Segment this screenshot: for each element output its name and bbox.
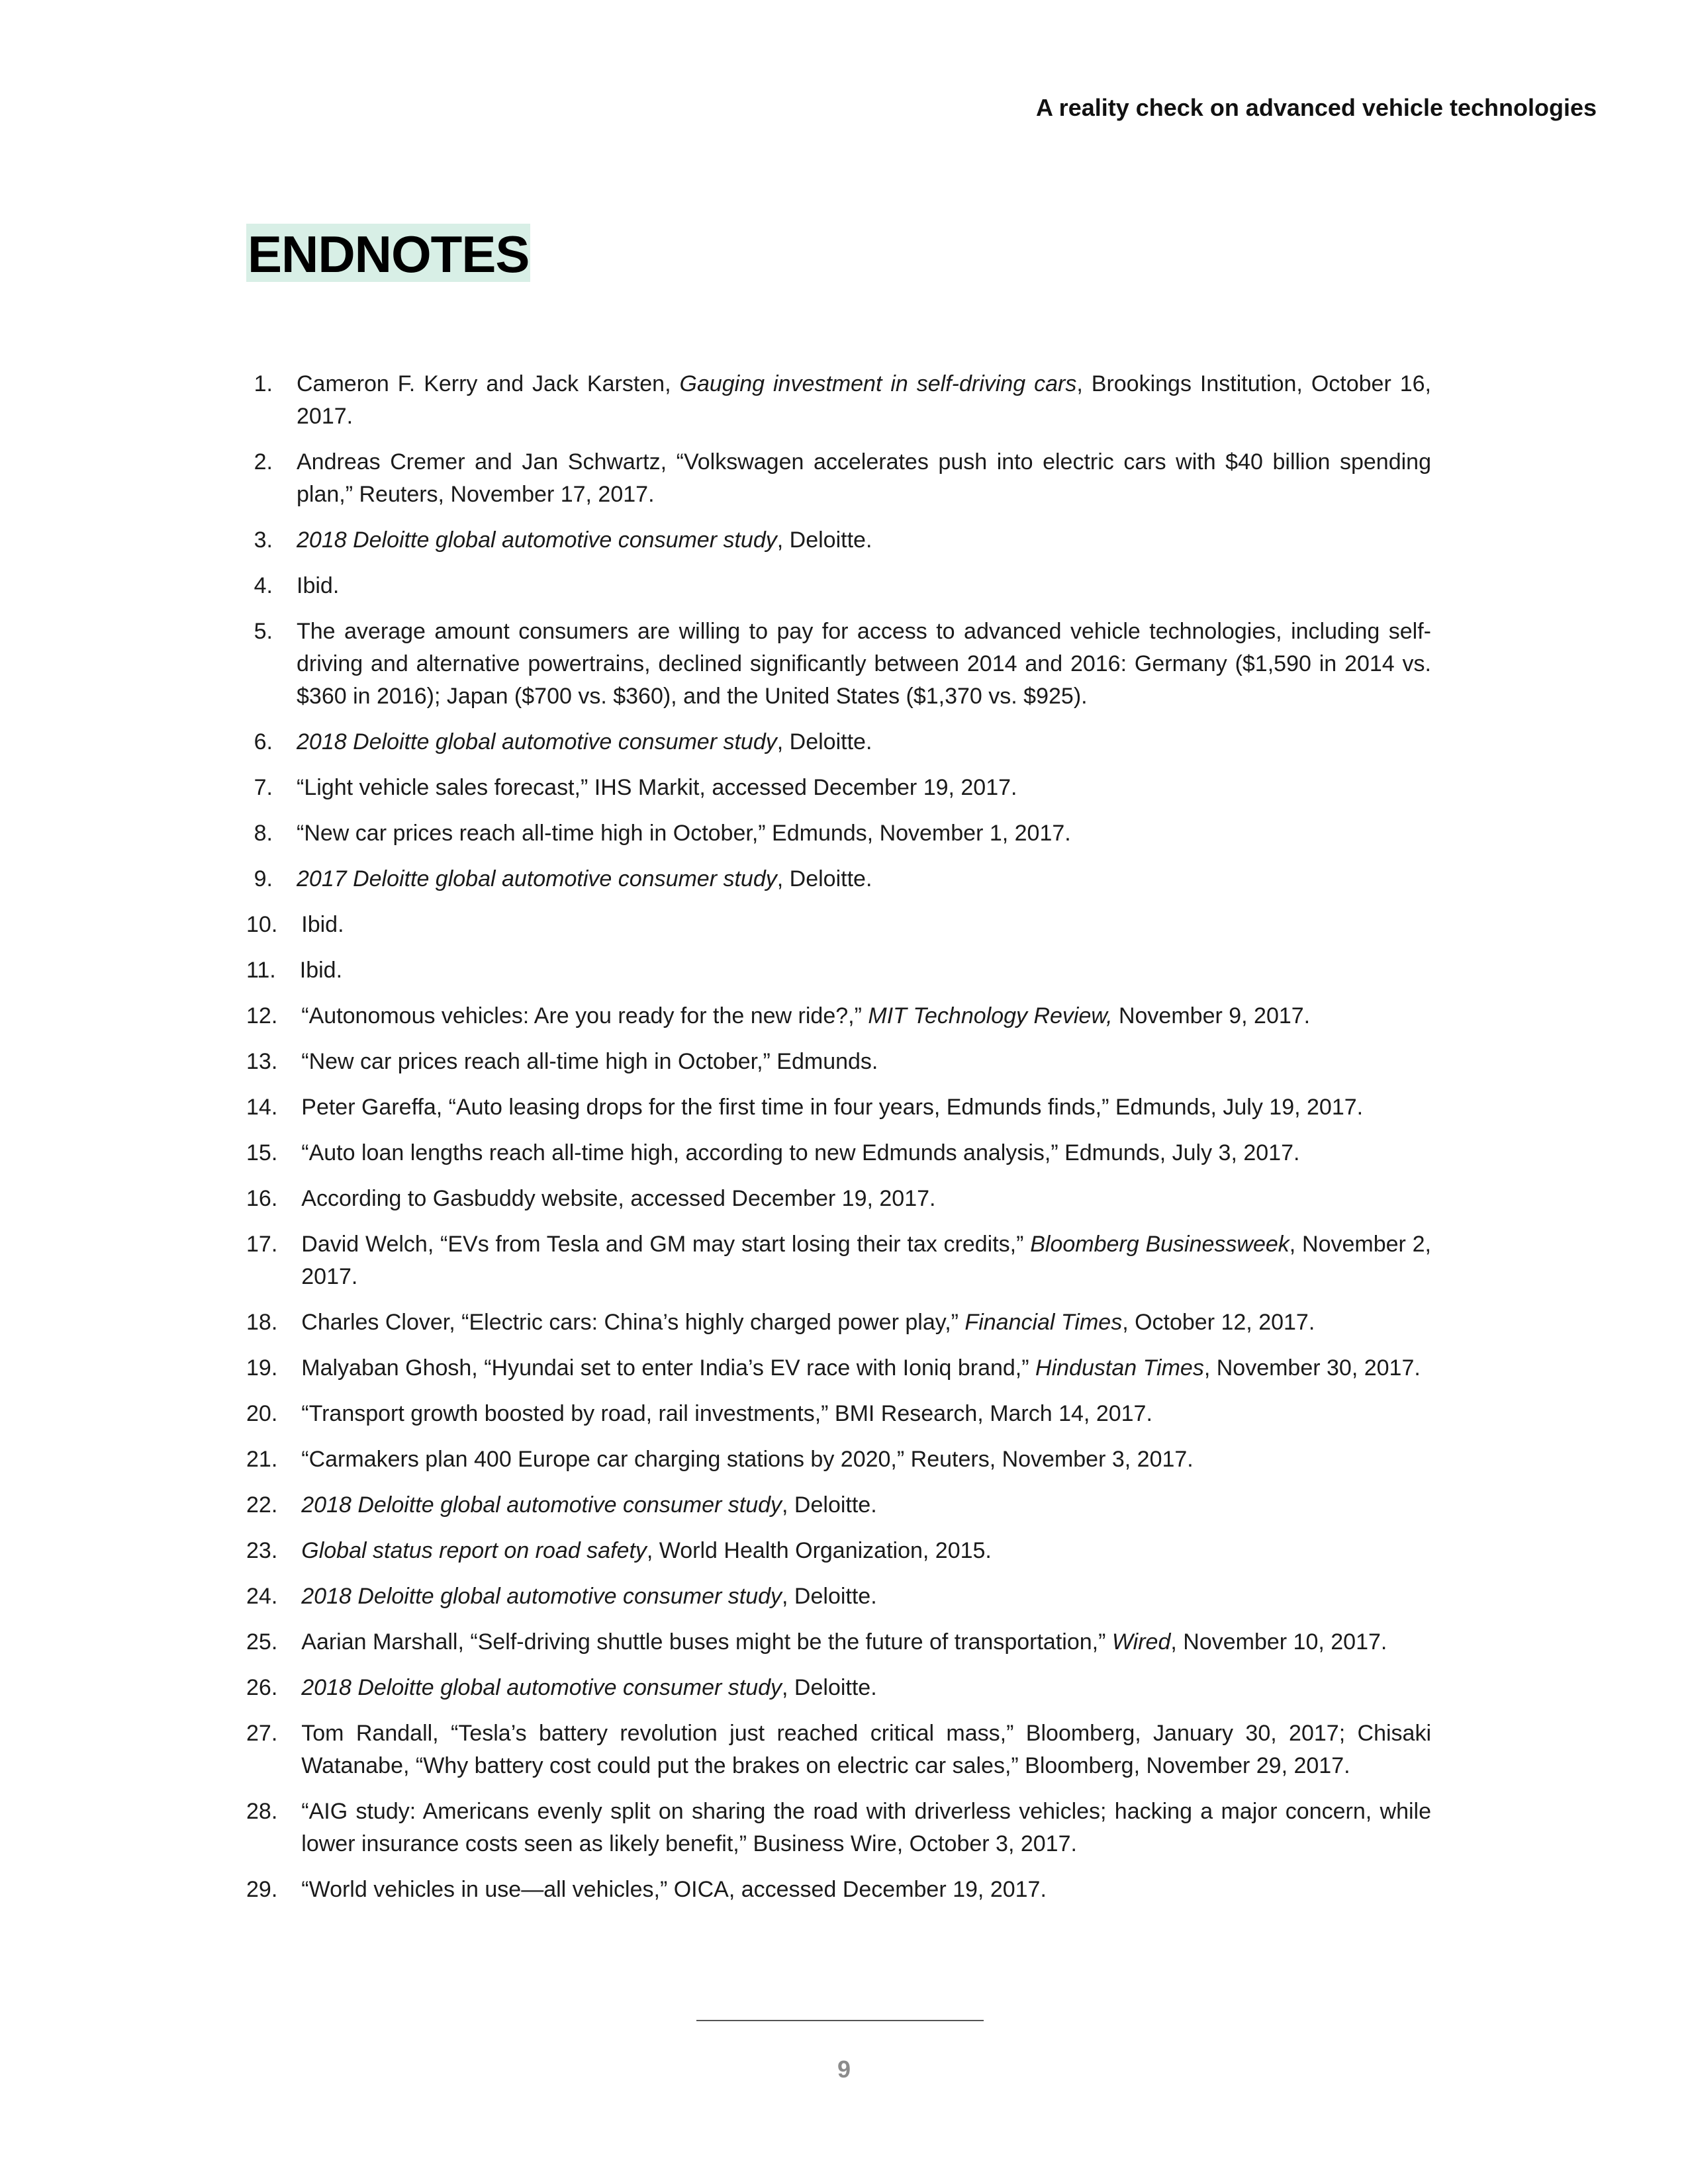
endnote-text: [301, 1489, 1431, 1522]
endnote-number: 21.: [246, 1447, 278, 1472]
endnote-title-italic: 2018 Deloitte global automotive consumer study: [297, 729, 777, 754]
endnote-number: 13.: [246, 1049, 278, 1074]
endnote-text: [297, 524, 1431, 557]
endnote-item: [246, 772, 1431, 804]
endnote-text-segment: “Carmakers plan 400 Europe car charging stations by 2020,” Reuters, November 3, 2017.: [301, 1447, 1194, 1472]
endnote-text: [297, 446, 1431, 511]
endnote-item: [246, 615, 1431, 713]
endnote-text-segment: , Deloitte.: [776, 729, 872, 754]
endnote-number: 19.: [246, 1355, 278, 1381]
endnote-text: [297, 570, 1431, 602]
endnote-text: [301, 1874, 1431, 1906]
endnote-title-italic: Hindustan Times: [1035, 1355, 1204, 1381]
endnote-number: 24.: [246, 1584, 278, 1609]
endnote-number: 18.: [246, 1310, 278, 1335]
endnote-number: 8.: [254, 821, 273, 846]
endnote-number: 28.: [246, 1799, 278, 1824]
endnote-item: [246, 1580, 1431, 1613]
endnote-text-segment: Ibid.: [301, 912, 344, 937]
endnote-number: 29.: [246, 1877, 278, 1902]
endnote-text-segment: “Autonomous vehicles: Are you ready for the new ride?,”: [301, 1003, 868, 1028]
endnote-title-italic: Wired: [1111, 1629, 1171, 1655]
running-header: A reality check on advanced vehicle technologies: [1036, 94, 1597, 121]
endnote-number: 26.: [246, 1675, 278, 1700]
endnote-number: 20.: [246, 1401, 278, 1426]
endnote-title-italic: Gauging investment in self-driving cars: [679, 371, 1077, 396]
endnote-text-segment: Peter Gareffa, “Auto leasing drops for the first time in four years, Edmunds finds,” Edmunds, July 19, 2017.: [301, 1095, 1364, 1120]
endnote-text: [301, 1046, 1431, 1078]
endnote-text: [300, 954, 1431, 987]
endnote-number: 3.: [254, 527, 273, 553]
endnote-number: 2.: [254, 449, 273, 475]
endnote-text: [301, 1535, 1431, 1567]
endnotes-list: [246, 368, 1431, 1919]
endnote-text-segment: , Deloitte.: [782, 1492, 877, 1518]
endnote-item: [246, 1352, 1431, 1385]
endnote-text-segment: Ibid.: [299, 958, 343, 983]
endnote-text: [297, 615, 1431, 713]
endnote-text-segment: , Deloitte.: [782, 1675, 877, 1700]
endnote-number: 10.: [246, 912, 278, 937]
endnote-item: [246, 570, 1431, 602]
endnote-title-italic: 2017 Deloitte global automotive consumer study: [297, 866, 777, 891]
endnote-text: [301, 1306, 1431, 1339]
endnote-text: [301, 1091, 1431, 1124]
endnote-number: 27.: [246, 1721, 278, 1746]
endnote-text-segment: Malyaban Ghosh, “Hyundai set to enter India’s EV race with Ioniq brand,”: [301, 1355, 1036, 1381]
endnote-text-segment: , Brookings Institution, October 16, 2017.: [297, 371, 1431, 429]
endnote-item: [246, 1489, 1431, 1522]
endnote-number: 12.: [246, 1003, 278, 1028]
endnote-text-segment: “New car prices reach all-time high in October,” Edmunds, November 1, 2017.: [297, 821, 1071, 846]
endnote-number: 14.: [246, 1095, 278, 1120]
endnote-title-italic: MIT Technology Review,: [868, 1003, 1113, 1028]
footer-divider: [696, 2020, 984, 2021]
endnote-number: 16.: [246, 1186, 278, 1211]
endnote-text-segment: Andreas Cremer and Jan Schwartz, “Volkswagen accelerates push into electric cars with $40 billion spending plan,” Reuters, November 17, 2017.: [297, 449, 1431, 507]
endnote-number: 5.: [254, 619, 273, 644]
endnote-text-segment: , World Health Organization, 2015.: [646, 1538, 992, 1563]
endnote-item: [246, 1306, 1431, 1339]
endnote-text: [301, 1352, 1431, 1385]
endnote-title-italic: 2018 Deloitte global automotive consumer study: [301, 1675, 782, 1700]
endnote-text: [301, 1137, 1431, 1169]
endnote-text: [301, 1443, 1431, 1476]
endnote-text: [301, 1796, 1431, 1860]
endnote-item: [246, 817, 1431, 850]
endnote-item: [246, 1672, 1431, 1704]
endnote-number: 1.: [254, 371, 273, 396]
endnote-text-segment: David Welch, “EVs from Tesla and GM may start losing their tax credits,”: [301, 1232, 1031, 1257]
endnote-text-segment: “Auto loan lengths reach all-time high, according to new Edmunds analysis,” Edmunds, July 3, 2017.: [301, 1140, 1300, 1165]
endnote-item: [246, 446, 1431, 511]
endnote-title-italic: Global status report on road safety: [301, 1538, 647, 1563]
endnote-text-segment: Ibid.: [297, 573, 340, 598]
endnote-text-segment: Tom Randall, “Tesla’s battery revolution just reached critical mass,” Bloomberg, January 30, 2017; Chisaki Watanabe, “Why battery cost could put the brakes on electric car sales,” Bloomberg, November 29, 2017.: [301, 1721, 1431, 1778]
endnote-title-italic: Bloomberg Businessweek: [1030, 1232, 1289, 1257]
endnote-text: [301, 1626, 1431, 1659]
endnote-item: [246, 1626, 1431, 1659]
page-number: 9: [837, 2056, 851, 2083]
endnote-number: 17.: [246, 1232, 278, 1257]
endnote-text: [301, 1000, 1431, 1032]
endnote-text-segment: , October 12, 2017.: [1122, 1310, 1315, 1335]
endnote-text: [301, 1398, 1431, 1430]
endnote-item: [246, 1046, 1431, 1078]
endnote-item: [246, 1000, 1431, 1032]
endnote-text-segment: , November 10, 2017.: [1170, 1629, 1387, 1655]
endnote-title-italic: 2018 Deloitte global automotive consumer study: [297, 527, 777, 553]
endnote-item: [246, 1091, 1431, 1124]
endnote-item: [246, 863, 1431, 895]
endnote-text-segment: “World vehicles in use—all vehicles,” OICA, accessed December 19, 2017.: [301, 1877, 1047, 1902]
endnote-text-segment: , Deloitte.: [776, 866, 872, 891]
endnote-item: [246, 1398, 1431, 1430]
endnote-text-segment: “AIG study: Americans evenly split on sharing the road with driverless vehicles; hacking a major concern, while lower insurance costs seen as likely benefit,” Business Wire, October 3, 2017.: [301, 1799, 1431, 1856]
endnote-text: [297, 772, 1431, 804]
endnote-item: [246, 1443, 1431, 1476]
endnote-text: [301, 1183, 1431, 1215]
endnote-text: [297, 817, 1431, 850]
endnote-number: 4.: [254, 573, 273, 598]
endnote-text-segment: Aarian Marshall, “Self-driving shuttle buses might be the future of transportation,”: [301, 1629, 1112, 1655]
endnote-text-segment: , November 30, 2017.: [1203, 1355, 1421, 1381]
endnote-number: 25.: [246, 1629, 278, 1655]
endnote-text-segment: “New car prices reach all-time high in October,” Edmunds.: [301, 1049, 878, 1074]
endnote-item: [246, 909, 1431, 941]
endnote-text-segment: The average amount consumers are willing to pay for access to advanced vehicle technologies, including self-driving and alternative powertrains, declined significantly between 2014 and 2016: Germany ($1,590 in 2014 vs. $360 in 2016); Japan ($700 vs. $360), and the United States ($1,370 vs. $925).: [297, 619, 1431, 709]
endnote-item: [246, 1183, 1431, 1215]
endnote-text-segment: “Transport growth boosted by road, rail investments,” BMI Research, March 14, 2017.: [301, 1401, 1152, 1426]
endnote-text: [301, 909, 1431, 941]
endnote-text-segment: “Light vehicle sales forecast,” IHS Markit, accessed December 19, 2017.: [297, 775, 1017, 800]
endnote-number: 23.: [246, 1538, 278, 1563]
endnote-title-italic: 2018 Deloitte global automotive consumer study: [301, 1492, 782, 1518]
endnote-text-segment: Charles Clover, “Electric cars: China’s highly charged power play,”: [301, 1310, 965, 1335]
endnote-text: [297, 726, 1431, 758]
endnote-text: [301, 1672, 1431, 1704]
endnote-item: [246, 1717, 1431, 1782]
endnote-text: [301, 1717, 1431, 1782]
endnote-text: [297, 368, 1431, 433]
endnote-text-segment: , Deloitte.: [776, 527, 872, 553]
endnote-text: [301, 1228, 1431, 1293]
endnote-item: [246, 726, 1431, 758]
endnote-item: [246, 954, 1431, 987]
endnote-number: 11.: [246, 958, 276, 983]
endnote-text-segment: According to Gasbuddy website, accessed December 19, 2017.: [301, 1186, 936, 1211]
endnote-number: 7.: [254, 775, 273, 800]
endnote-text: [297, 863, 1431, 895]
endnote-item: [246, 1137, 1431, 1169]
endnote-number: 15.: [246, 1140, 278, 1165]
endnote-text-segment: , November 2, 2017.: [301, 1232, 1431, 1289]
endnote-item: [246, 368, 1431, 433]
endnote-title-italic: Financial Times: [964, 1310, 1123, 1335]
section-title-wrap: [246, 224, 530, 282]
endnote-text: [301, 1580, 1431, 1613]
endnote-number: 9.: [254, 866, 273, 891]
section-title: ENDNOTES: [248, 225, 530, 283]
endnote-item: [246, 1796, 1431, 1860]
endnote-number: 6.: [254, 729, 273, 754]
endnote-item: [246, 1228, 1431, 1293]
endnote-item: [246, 1535, 1431, 1567]
endnote-item: [246, 1874, 1431, 1906]
endnote-text-segment: Cameron F. Kerry and Jack Karsten,: [297, 371, 680, 396]
endnote-number: 22.: [246, 1492, 278, 1518]
endnote-text-segment: November 9, 2017.: [1112, 1003, 1311, 1028]
endnote-title-italic: 2018 Deloitte global automotive consumer study: [301, 1584, 782, 1609]
endnote-item: [246, 524, 1431, 557]
endnote-text-segment: , Deloitte.: [782, 1584, 877, 1609]
